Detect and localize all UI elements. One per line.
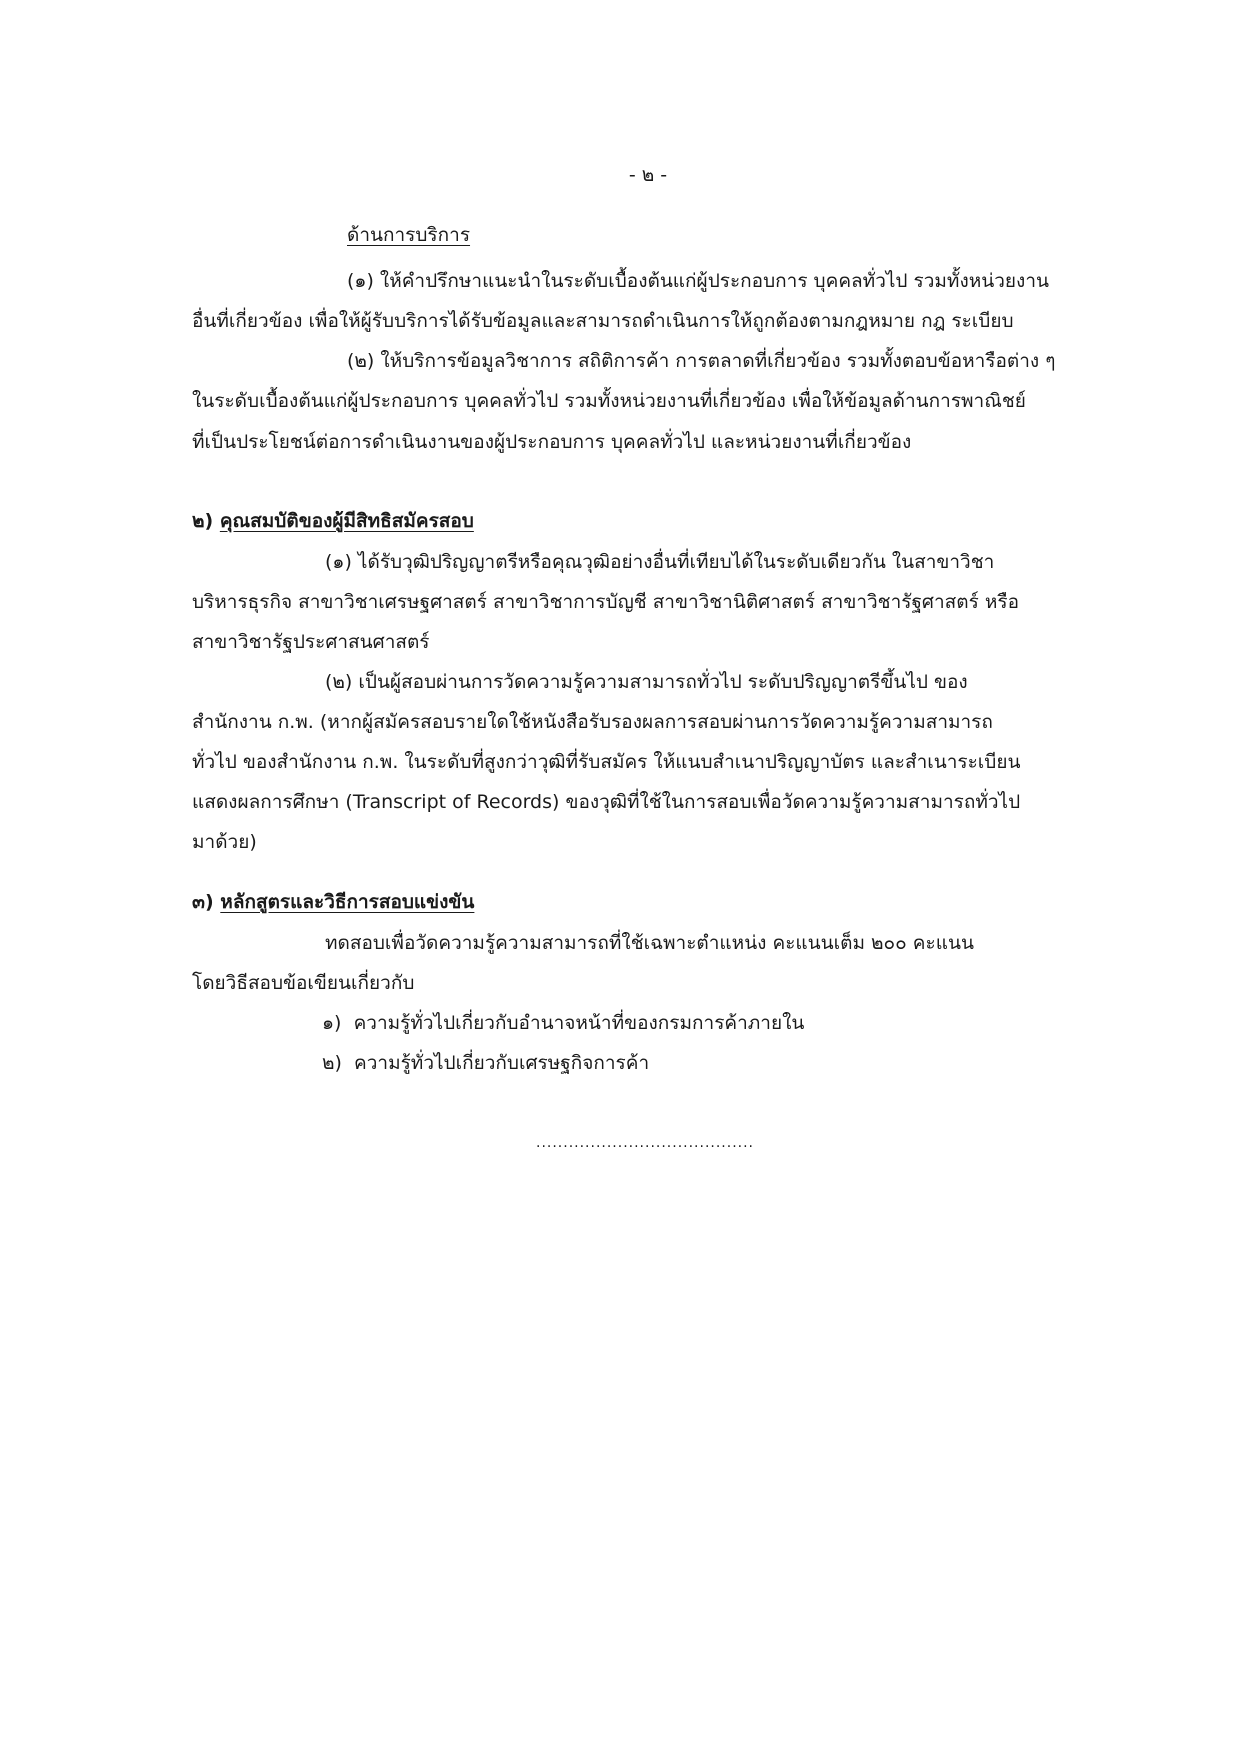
service-item1-line1-text: (๑) ให้คำปรึกษาแนะนำในระดับเบื้องต้นแก่ผู้ประกอบการ บุคคลทั่วไป รวมทั้งหน่วยงาน	[347, 270, 1049, 292]
exam-item-2	[322, 1054, 649, 1073]
qualifications-item2-line1: (๒) เป็นผู้สอบผ่านการวัดความรู้ความสามารถทั่วไป ระดับปริญญาตรีขึ้นไป ของ	[325, 671, 968, 693]
exam-intro-line2: โดยวิธีสอบข้อเขียนเกี่ยวกับ	[192, 972, 415, 994]
exam-item-2-number: ๒)	[322, 1052, 342, 1074]
service-item1-line1	[347, 272, 1097, 291]
exam-item-1	[322, 1014, 804, 1033]
exam-number: ๓)	[192, 891, 214, 913]
exam-item-1-text: ความรู้ทั่วไปเกี่ยวกับอำนาจหน้าที่ของกรมการค้าภายใน	[353, 1012, 805, 1034]
service-heading: ด้านการบริการ	[347, 224, 471, 246]
qualifications-item2-line5: มาด้วย)	[192, 831, 257, 853]
exam-intro-line1: ทดสอบเพื่อวัดความรู้ความสามารถที่ใช้เฉพาะตำแหน่ง คะแนนเต็ม ๒๐๐ คะแนน	[325, 932, 974, 954]
service-item1-line2: อื่นที่เกี่ยวข้อง เพื่อให้ผู้รับบริการได้รับข้อมูลและสามารถดำเนินการให้ถูกต้องตามกฎหมาย กฎ ระเบียบ	[192, 310, 1014, 332]
page-number: - ๒ -	[628, 164, 668, 186]
qualifications-heading: คุณสมบัติของผู้มีสิทธิสมัครสอบ	[219, 510, 474, 532]
service-item2-line1: (๒) ให้บริการข้อมูลวิชาการ สถิติการค้า การตลาดที่เกี่ยวข้อง รวมทั้งตอบข้อหารือต่าง ๆ	[347, 350, 1056, 372]
qualifications-header	[192, 512, 474, 531]
qualifications-item1-line3: สาขาวิชารัฐประศาสนศาสตร์	[192, 631, 430, 653]
exam-heading: หลักสูตรและวิธีการสอบแข่งขัน	[220, 891, 475, 913]
end-marker: ........................................	[536, 1135, 755, 1151]
qualifications-item2-line2: สำนักงาน ก.พ. (หากผู้สมัครสอบรายใดใช้หนังสือรับรองผลการสอบผ่านการวัดความรู้ความสามารถ	[192, 711, 993, 733]
service-item2-line2: ในระดับเบื้องต้นแก่ผู้ประกอบการ บุคคลทั่วไป รวมทั้งหน่วยงานที่เกี่ยวข้อง เพื่อให้ข้อมูลด้านการพาณิชย์	[192, 390, 1026, 412]
qualifications-item1-line2: บริหารธุรกิจ สาขาวิชาเศรษฐศาสตร์ สาขาวิชาการบัญชี สาขาวิชานิติศาสตร์ สาขาวิชารัฐศาสตร์ หรือ	[192, 591, 1019, 613]
service-item2-line3: ที่เป็นประโยชน์ต่อการดำเนินงานของผู้ประกอบการ บุคคลทั่วไป และหน่วยงานที่เกี่ยวข้อง	[192, 431, 912, 453]
exam-header	[192, 893, 474, 912]
qualifications-number: ๒)	[192, 510, 214, 532]
qualifications-item1-line1: (๑) ได้รับวุฒิปริญญาตรีหรือคุณวุฒิอย่างอื่นที่เทียบได้ในระดับเดียวกัน ในสาขาวิชา	[325, 551, 995, 573]
qualifications-item2-line4: แสดงผลการศึกษา (Transcript of Records) ของวุฒิที่ใช้ในการสอบเพื่อวัดความรู้ความสามารถทั่วไป	[192, 791, 1021, 813]
exam-item-2-text: ความรู้ทั่วไปเกี่ยวกับเศรษฐกิจการค้า	[354, 1052, 650, 1074]
exam-item-1-number: ๑)	[322, 1012, 342, 1034]
qualifications-item2-line3: ทั่วไป ของสำนักงาน ก.พ. ในระดับที่สูงกว่าวุฒิที่รับสมัคร ให้แนบสำเนาปริญญาบัตร และสำเนาระเบียน	[192, 751, 1021, 773]
